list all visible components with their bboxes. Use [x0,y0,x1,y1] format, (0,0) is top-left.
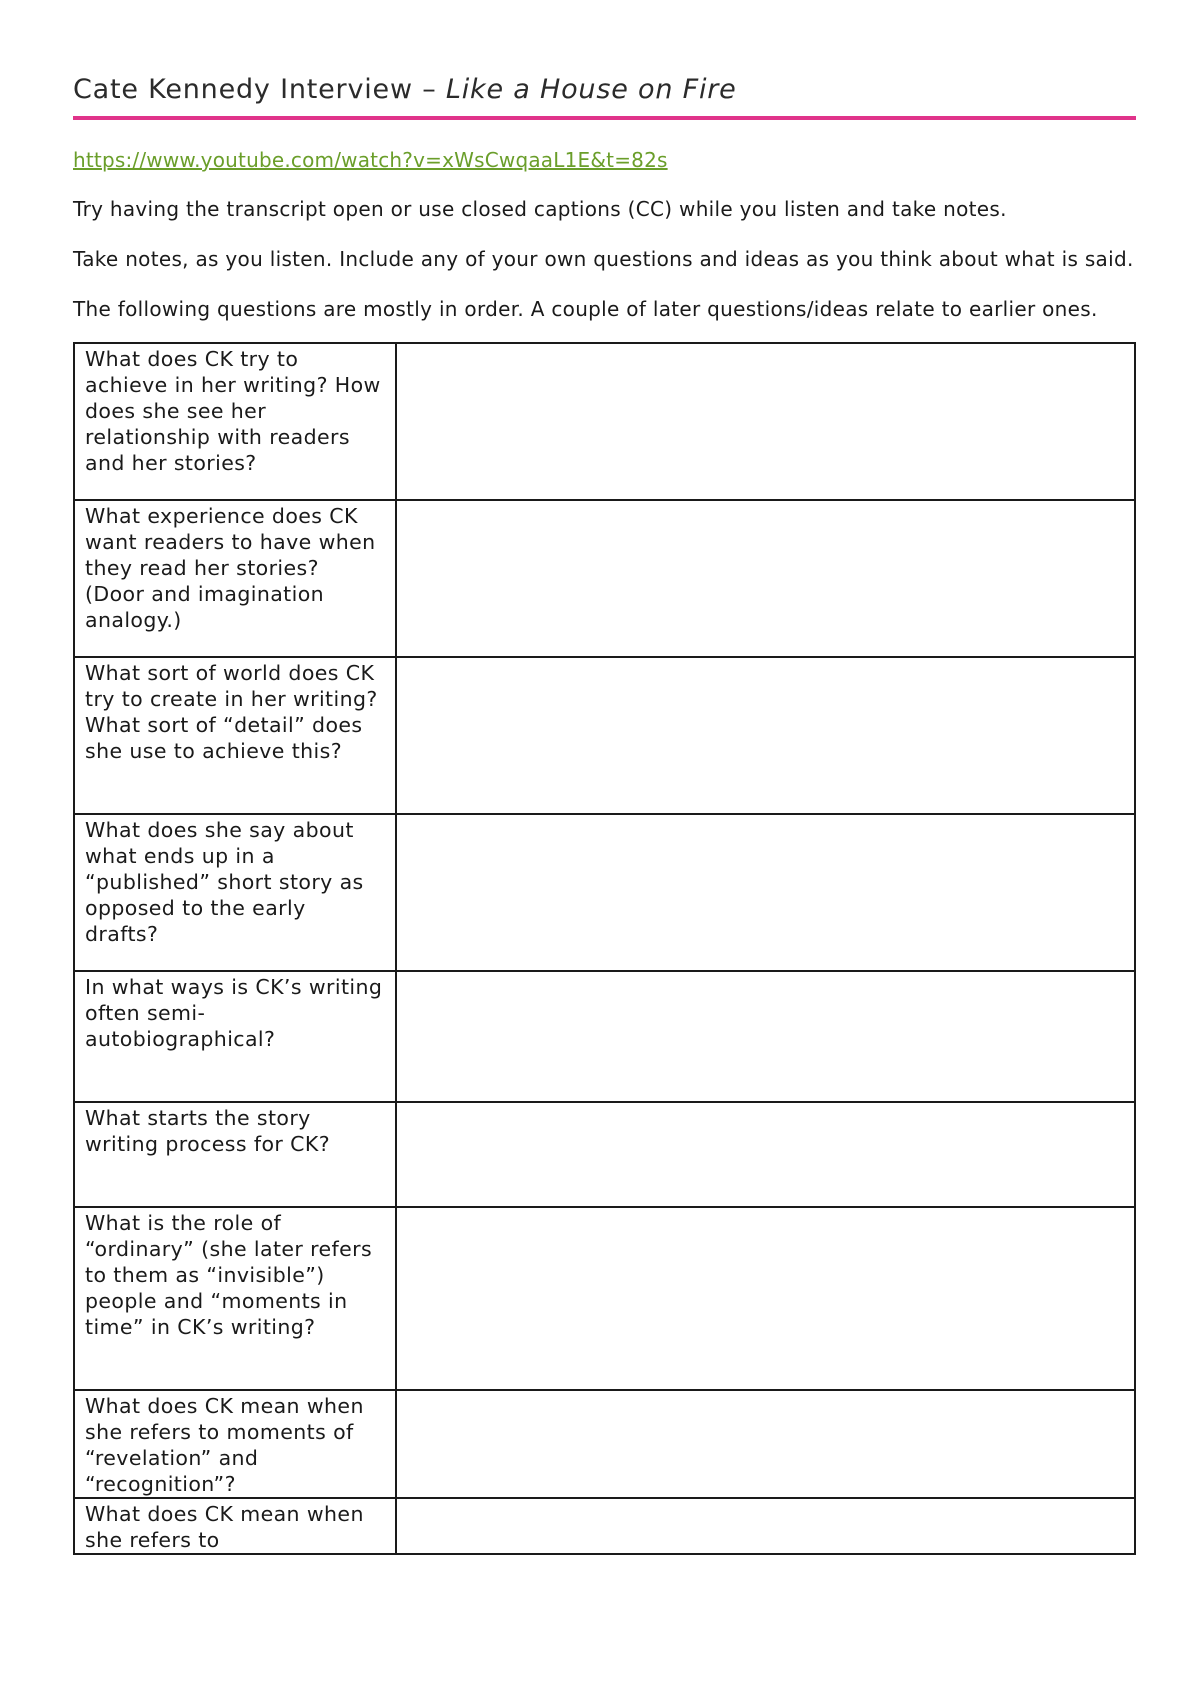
document-page [73,0,1136,1555]
table-row [74,500,1135,657]
instruction-paragraph-3: The following questions are mostly in order. A couple of later questions/ideas relate to earlier ones. [73,297,1098,321]
question-cell: What sort of world does CK try to create in her writing? What sort of “detail” does she use to achieve this? [74,657,396,814]
notes-table [73,342,1136,1555]
table-row [74,1102,1135,1207]
answer-cell[interactable] [396,1102,1135,1207]
table-row [74,1390,1135,1498]
table-row [74,1207,1135,1390]
answer-cell[interactable] [396,500,1135,657]
title-italic-text: Like a House on Fire [445,74,737,105]
answer-cell[interactable] [396,657,1135,814]
instruction-paragraph-1: Try having the transcript open or use closed captions (CC) while you listen and take notes. [73,197,1007,221]
question-cell: What does CK mean when she refers to moments of “revelation” and “recognition”? [74,1390,396,1498]
question-cell: What starts the story writing process for CK? [74,1102,396,1207]
question-cell: In what ways is CK’s writing often semi-autobiographical? [74,971,396,1102]
question-cell: What is the role of “ordinary” (she later refers to them as “invisible”) people and “moments in time” in CK’s writing? [74,1207,396,1390]
answer-cell[interactable] [396,971,1135,1102]
table-row [74,343,1135,500]
answer-cell[interactable] [396,1498,1135,1554]
question-cell: What does she say about what ends up in a “published” short story as opposed to the early drafts? [74,814,396,971]
answer-cell[interactable] [396,1207,1135,1390]
youtube-link[interactable]: https://www.youtube.com/watch?v=xWsCwqaaL1E&t=82s [73,148,668,172]
answer-cell[interactable] [396,814,1135,971]
page-title [73,70,1136,120]
table-row [74,1498,1135,1554]
title-text: Cate Kennedy Interview – [73,74,446,105]
question-cell: What does CK try to achieve in her writing? How does she see her relationship with readers and her stories? [74,343,396,500]
table-row [74,814,1135,971]
question-cell: What does CK mean when she refers to [74,1498,396,1554]
instruction-paragraph-2: Take notes, as you listen. Include any of your own questions and ideas as you think about what is said. [73,247,1134,271]
answer-cell[interactable] [396,343,1135,500]
table-row [74,657,1135,814]
answer-cell[interactable] [396,1390,1135,1498]
table-row [74,971,1135,1102]
question-cell: What experience does CK want readers to have when they read her stories? (Door and imagination analogy.) [74,500,396,657]
